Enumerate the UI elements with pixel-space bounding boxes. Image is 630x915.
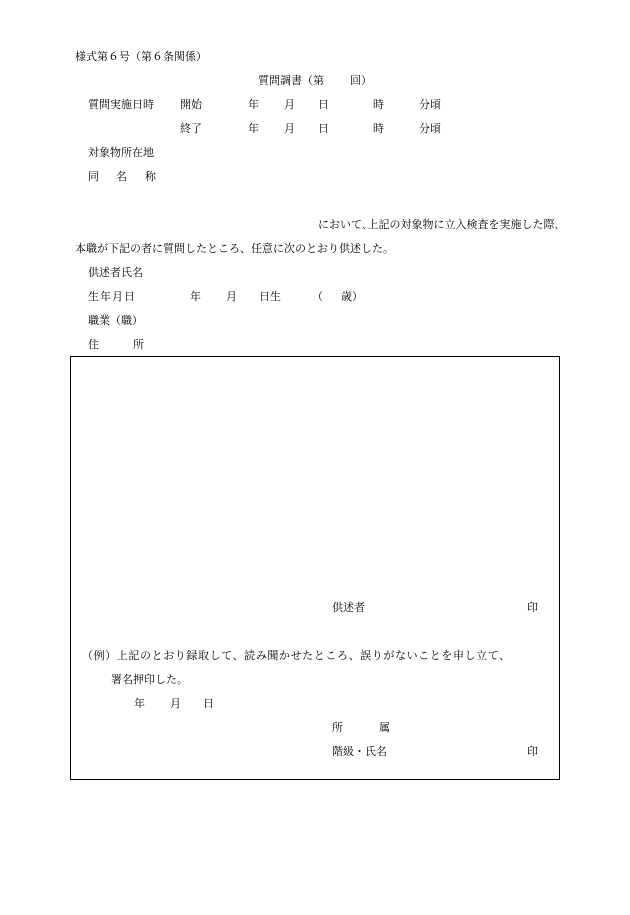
- name-label-char-1: 同: [88, 170, 99, 183]
- end-day-unit: 日: [318, 122, 329, 135]
- birth-year-unit: 年: [190, 290, 201, 303]
- respondent-name-label: 供述者氏名: [88, 266, 143, 279]
- intro-line-1: において､上記の対象物に立入検査を実施した際､: [318, 218, 560, 231]
- address-label-char-2: 所: [133, 338, 144, 351]
- end-hour-unit: 時: [373, 122, 384, 135]
- affiliation-label-char-2: 属: [379, 721, 390, 734]
- affiliation-label-char-1: 所: [332, 721, 343, 734]
- start-label: 開始: [180, 98, 202, 111]
- respondent-sign-label: 供述者: [332, 601, 365, 614]
- age-unit: 歳）: [341, 290, 363, 303]
- form-number: 様式第６号（第６条関係）: [75, 50, 207, 63]
- end-month-unit: 月: [284, 122, 295, 135]
- record-month-unit: 月: [170, 697, 181, 710]
- start-minute-unit: 分頃: [419, 98, 441, 111]
- birth-month-unit: 月: [226, 290, 237, 303]
- name-label-char-3: 称: [145, 170, 156, 183]
- example-line-1: （例）上記のとおり録取して、読み聞かせたところ、誤りがないことを申し立て、: [82, 649, 511, 662]
- record-day-unit: 日: [203, 697, 214, 710]
- respondent-seal-label: 印: [527, 601, 538, 614]
- end-minute-unit: 分頃: [419, 122, 441, 135]
- form-title: 質問調書（第: [258, 74, 324, 87]
- form-title-suffix: 回）: [350, 74, 372, 87]
- statement-box[interactable]: [70, 356, 560, 780]
- address-label-char-1: 住: [88, 338, 99, 351]
- end-year-unit: 年: [248, 122, 259, 135]
- name-label-char-2: 名: [116, 170, 127, 183]
- start-hour-unit: 時: [373, 98, 384, 111]
- officer-seal-label: 印: [527, 745, 538, 758]
- rank-name-label: 階級・氏名: [332, 745, 387, 758]
- inquiry-datetime-label: 質問実施日時: [88, 98, 154, 111]
- intro-line-2: 本職が下記の者に質問したところ、任意に次のとおり供述した。: [75, 242, 394, 255]
- start-month-unit: 月: [284, 98, 295, 111]
- occupation-label: 職業（職）: [88, 314, 143, 327]
- birth-date-label: 生年月日: [88, 290, 136, 303]
- start-year-unit: 年: [248, 98, 259, 111]
- start-day-unit: 日: [318, 98, 329, 111]
- location-label: 対象物所在地: [88, 146, 154, 159]
- example-line-2: 署名押印した。: [111, 673, 188, 686]
- age-open-paren: （: [312, 290, 323, 303]
- end-label: 終了: [180, 122, 202, 135]
- record-year-unit: 年: [134, 697, 145, 710]
- birth-day-unit: 日生: [259, 290, 281, 303]
